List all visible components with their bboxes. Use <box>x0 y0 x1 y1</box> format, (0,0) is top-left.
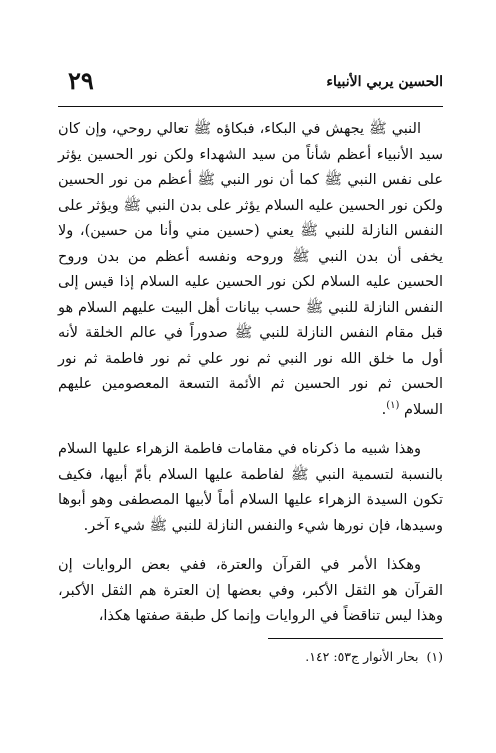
paragraph-2-text: وهذا شبيه ما ذكرناه في مقامات فاطمة الزهراء عليها السلام بالنسبة لتسمية النبي ﷺ لفاطمة عليها السلام بأمّ أبيها، فكيف تكون السيدة الزهراء عليها السلام أماً لأبيها المصطفى وهو أبوها وسيدها، فإن نورها شيء والنفس النازلة للنبي ﷺ شيء آخر. <box>58 441 443 534</box>
header-divider <box>58 106 443 107</box>
page-header <box>58 66 443 102</box>
footnote-divider <box>268 638 443 639</box>
paragraph-1-text: النبي ﷺ يجهش في البكاء، فبكاؤه ﷺ تعالي روحي، وإن كان سيد الأنبياء أعظم شأناً من سيد الشهداء ولكن نور الحسين يؤثر على نفس النبي ﷺ كما أن نور النبي ﷺ أعظم من نور الحسين ولكن نور الحسين عليه السلام يؤثر على بدن النبي ﷺ ويؤثر على النفس النازلة للنبي ﷺ يعني (حسين مني وأنا من حسين)، ولا يخفى أن بدن النبي ﷺ وروحه ونفسه أعظم من بدن وروح الحسين عليه السلام لكن نور الحسين عليه السلام إذا قيس إلى النفس النازلة للنبي ﷺ حسب بيانات أهل البيت عليهم السلام هو قبل مقام النفس النازلة للنبي ﷺ صدوراً في عالم الخلقة لأنه أول ما خلق الله نور النبي ثم نور علي ثم نور فاطمة ثم نور الحسن ثم نور الحسين ثم الأئمة التسعة المعصومين عليهم السلام <box>58 121 443 418</box>
footnote <box>58 648 443 666</box>
paragraph-3-text: وهكذا الأمر في القرآن والعترة، ففي بعض الروايات إن القرآن هو الثقل الأكبر، وفي بعضها إن العترة هم الثقل الأكبر، وهذا ليس تناقضاً في الروايات وإنما كل طبقة صفتها هكذا، <box>58 557 443 624</box>
body-text <box>58 117 443 630</box>
footnote-reference: (١) <box>386 399 400 411</box>
footnote-text: بحار الأنوار ج٥٣: ١٤٢. <box>305 649 419 664</box>
footnote-marker: (١) <box>426 649 443 664</box>
page-number: ٢٩ <box>68 66 94 95</box>
paragraph-3 <box>58 553 443 630</box>
running-title: الحسين يربي الأنبياء <box>326 74 443 90</box>
paragraph-1-ending: . <box>381 401 387 418</box>
paragraph-1 <box>58 117 443 423</box>
paragraph-2 <box>58 437 443 539</box>
